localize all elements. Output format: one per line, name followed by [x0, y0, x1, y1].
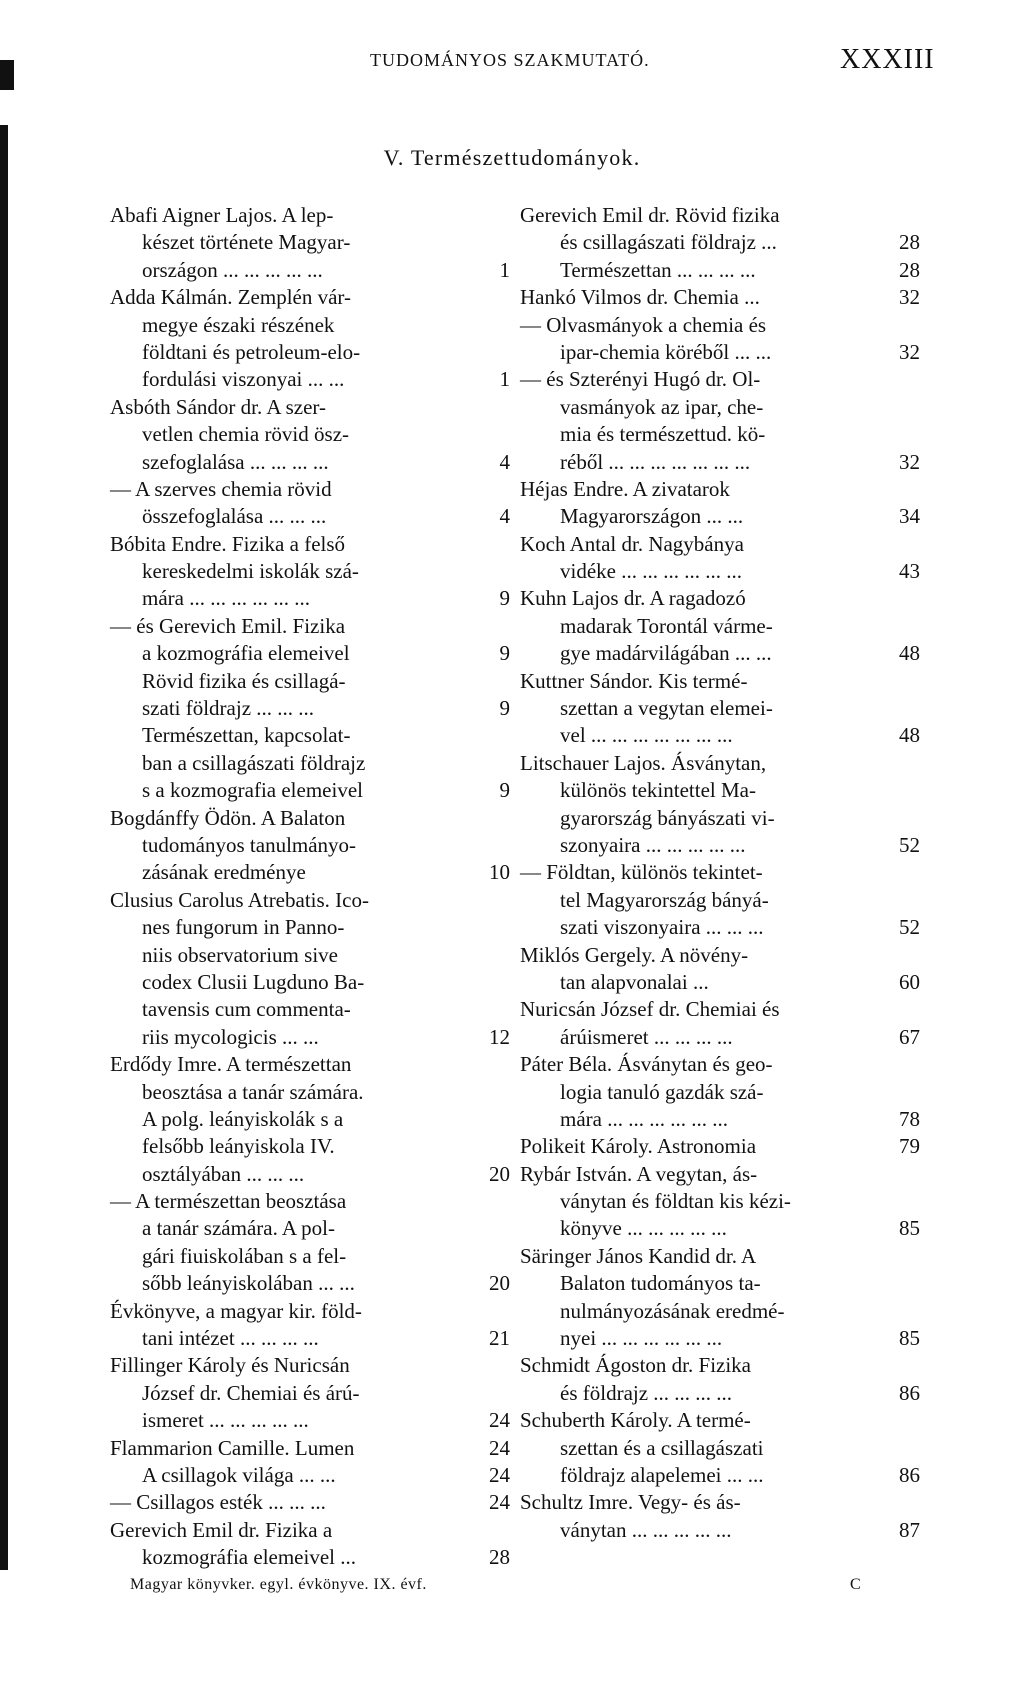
entry-text: könyve ... ... ... ... ...: [560, 1216, 727, 1241]
index-entry-line: [520, 1352, 920, 1379]
index-entry-line: [520, 750, 920, 777]
entry-text: Gerevich Emil dr. Rövid fizika: [520, 203, 780, 227]
index-entry-line: [110, 229, 510, 256]
index-entry-line: [520, 1243, 920, 1270]
entry-text: logia tanuló gazdák szá-: [560, 1079, 764, 1104]
entry-page-ref: 4: [499, 449, 510, 474]
entry-text: sőbb leányiskolában ... ...: [142, 1271, 355, 1296]
running-header-title: TUDOMÁNYOS SZAKMUTATÓ.: [370, 50, 650, 70]
entry-page-ref: 1: [499, 367, 510, 392]
entry-text: — A szerves chemia rövid: [110, 476, 332, 501]
index-entry-line: [520, 942, 920, 969]
entry-text: a tanár számára. A pol-: [142, 1216, 335, 1241]
page-footer: [130, 1576, 890, 1594]
entry-text: szettan és a csillagászati: [560, 1435, 764, 1460]
entry-page-ref: 4: [499, 504, 510, 529]
index-entry-line: [110, 996, 510, 1023]
entry-text: Évkönyve, a magyar kir. föld-: [110, 1298, 362, 1323]
entry-page-ref: 52: [899, 915, 920, 940]
entry-page-ref: 32: [899, 285, 920, 310]
index-entry-line: [520, 1133, 920, 1160]
entry-text: kereskedelmi iskolák szá-: [142, 559, 359, 584]
entry-page-ref: 9: [499, 778, 510, 803]
entry-text: ványtan és földtan kis kézi-: [560, 1189, 791, 1214]
entry-text: beosztása a tanár számára.: [142, 1079, 364, 1104]
index-entry-line: [520, 695, 920, 722]
index-entry-line: [110, 777, 510, 804]
index-entry-line: [110, 394, 510, 421]
entry-text: Asbóth Sándor dr. A szer-: [110, 394, 326, 419]
index-entry-line: [110, 1407, 510, 1434]
entry-text: szati viszonyaira ... ... ...: [560, 915, 764, 940]
entry-page-ref: 52: [899, 832, 920, 857]
index-entry-line: [110, 1079, 510, 1106]
index-entry-line: [520, 366, 920, 393]
entry-text: codex Clusii Lugduno Ba-: [142, 969, 365, 994]
index-entry-line: [110, 585, 510, 612]
index-entry-line: [520, 1051, 920, 1078]
index-entry-line: [110, 1161, 510, 1188]
entry-text: gyarország bányászati vi-: [560, 805, 775, 830]
entry-page-ref: 67: [899, 1024, 920, 1049]
index-entry-line: [110, 1270, 510, 1297]
entry-text: ban a csillagászati földrajz: [142, 750, 366, 775]
entry-page-ref: 24: [489, 1408, 510, 1433]
entry-page-ref: 12: [489, 1024, 510, 1049]
index-entry-line: [520, 312, 920, 339]
entry-page-ref: 9: [499, 586, 510, 611]
entry-text: riis mycologicis ... ...: [142, 1024, 319, 1049]
index-entry-line: [520, 777, 920, 804]
entry-page-ref: 32: [899, 339, 920, 364]
index-entry-line: [520, 339, 920, 366]
index-entry-line: [110, 1024, 510, 1051]
entry-text: — A természettan beosztása: [110, 1189, 347, 1214]
index-entry-line: [110, 284, 510, 311]
entry-text: Säringer János Kandid dr. A: [520, 1243, 757, 1268]
index-entry-line: [110, 366, 510, 393]
entry-text: Rövid fizika és csillagá-: [142, 668, 346, 693]
entry-text: tel Magyarország bányá-: [560, 887, 769, 912]
index-entry-line: [110, 832, 510, 859]
index-entry-line: [520, 668, 920, 695]
entry-page-ref: 21: [489, 1326, 510, 1351]
index-entry-line: [520, 859, 920, 886]
entry-text: szettan a vegytan elemei-: [560, 696, 773, 721]
entry-text: gári fiuiskolában s a fel-: [142, 1243, 347, 1268]
index-entry-line: [520, 1298, 920, 1325]
index-entry-line: [520, 1380, 920, 1407]
index-entry-line: [520, 1188, 920, 1215]
entry-text: niis observatorium sive: [142, 942, 338, 967]
entry-text: Gerevich Emil dr. Fizika a: [110, 1517, 333, 1542]
index-entry-line: [520, 914, 920, 941]
index-entry-line: [110, 202, 510, 229]
entry-text: mára ... ... ... ... ... ...: [560, 1106, 728, 1131]
entry-text: Rybár István. A vegytan, ás-: [520, 1161, 758, 1186]
entry-text: ipar-chemia köréből ... ...: [560, 339, 772, 364]
entry-page-ref: 28: [899, 257, 920, 282]
index-entry-line: [110, 449, 510, 476]
entry-text: Erdődy Imre. A természettan: [110, 1052, 352, 1077]
footer-imprint: Magyar könyvker. egyl. évkönyve. IX. évf.: [130, 1576, 427, 1593]
index-entry-line: [520, 969, 920, 996]
index-entry-line: [520, 613, 920, 640]
entry-text: tavensis cum commenta-: [142, 997, 351, 1022]
index-entry-line: [110, 1215, 510, 1242]
index-entry-line: [520, 531, 920, 558]
entry-page-ref: 85: [899, 1216, 920, 1241]
section-title: V. Természettudományok.: [383, 145, 641, 170]
entry-page-ref: 24: [489, 1462, 510, 1487]
index-entry-line: [110, 750, 510, 777]
entry-text: gye madárvilágában ... ...: [560, 641, 772, 666]
entry-text: szonyaira ... ... ... ... ...: [560, 832, 746, 857]
index-entry-line: [110, 1106, 510, 1133]
entry-text: Miklós Gergely. A növény-: [520, 942, 749, 967]
index-entry-line: [110, 1352, 510, 1379]
index-entry-line: [110, 1243, 510, 1270]
entry-page-ref: 60: [899, 969, 920, 994]
index-entry-line: [520, 805, 920, 832]
index-entry-line: [520, 558, 920, 585]
entry-page-ref: 48: [899, 723, 920, 748]
entry-text: József dr. Chemiai és árú-: [142, 1380, 360, 1405]
index-entry-line: [110, 1133, 510, 1160]
index-entry-line: [520, 585, 920, 612]
entry-text: — és Gerevich Emil. Fizika: [110, 613, 346, 638]
index-entry-line: [110, 558, 510, 585]
index-entry-line: [110, 805, 510, 832]
entry-text: — Olvasmányok a chemia és: [520, 312, 767, 337]
index-entry-line: [520, 722, 920, 749]
entry-page-ref: 20: [489, 1161, 510, 1186]
entry-text: fordulási viszonyai ... ...: [142, 367, 345, 392]
entry-text: tudományos tanulmányo-: [142, 832, 357, 857]
entry-page-ref: 78: [899, 1106, 920, 1131]
entry-page-ref: 10: [489, 860, 510, 885]
index-entry-line: [110, 1380, 510, 1407]
index-entry-line: [520, 1462, 920, 1489]
entry-text: és földrajz ... ... ... ...: [560, 1380, 733, 1405]
entry-text: madarak Torontál várme-: [560, 613, 773, 638]
entry-text: Nuricsán József dr. Chemiai és: [520, 997, 780, 1022]
entry-text: nulmányozásának eredmé-: [560, 1298, 785, 1323]
entry-text: ványtan ... ... ... ... ...: [560, 1517, 732, 1542]
entry-text: — Földtan, különös tekintet-: [520, 860, 763, 885]
index-entry-line: [520, 996, 920, 1023]
entry-text: összefoglalása ... ... ...: [142, 504, 327, 529]
entry-page-ref: 86: [899, 1380, 920, 1405]
entry-page-ref: 34: [899, 504, 920, 529]
entry-page-ref: 9: [499, 696, 510, 721]
entry-text: Fillinger Károly és Nuricsán: [110, 1353, 350, 1378]
index-entry-line: [110, 1517, 510, 1544]
left-column: [110, 202, 510, 1572]
index-entry-line: [520, 257, 920, 284]
index-entry-line: [110, 503, 510, 530]
entry-text: szati földrajz ... ... ...: [142, 696, 315, 721]
entry-text: és csillagászati földrajz ...: [560, 230, 777, 255]
index-entry-line: [110, 257, 510, 284]
index-entry-line: [110, 859, 510, 886]
entry-text: Litschauer Lajos. Ásványtan,: [520, 750, 767, 775]
entry-text: Bogdánffy Ödön. A Balaton: [110, 805, 346, 830]
entry-text: Flammarion Camille. Lumen: [110, 1435, 355, 1460]
entry-text: Természettan ... ... ... ...: [560, 257, 756, 282]
entry-page-ref: 24: [489, 1435, 510, 1460]
index-entry-line: [110, 668, 510, 695]
index-entry-line: [110, 640, 510, 667]
index-entry-line: [520, 1489, 920, 1516]
index-entry-line: [520, 394, 920, 421]
index-entry-line: [520, 832, 920, 859]
entry-text: Balaton tudományos ta-: [560, 1271, 761, 1296]
entry-text: árúismeret ... ... ... ...: [560, 1024, 733, 1049]
entry-text: Clusius Carolus Atrebatis. Ico-: [110, 887, 369, 912]
index-entry-line: [520, 229, 920, 256]
entry-text: osztályában ... ... ...: [142, 1161, 305, 1186]
entry-text: Páter Béla. Ásványtan és geo-: [520, 1052, 773, 1077]
entry-text: A csillagok világa ... ...: [142, 1462, 336, 1487]
index-entry-line: [110, 531, 510, 558]
index-entry-line: [110, 722, 510, 749]
entry-text: Abafi Aigner Lajos. A lep-: [110, 203, 334, 227]
index-entry-line: [520, 421, 920, 448]
entry-text: réből ... ... ... ... ... ... ...: [560, 449, 751, 474]
entry-text: vetlen chemia rövid ösz-: [142, 422, 350, 447]
index-entry-line: [110, 1298, 510, 1325]
entry-text: vel ... ... ... ... ... ... ...: [560, 723, 733, 748]
index-entry-line: [520, 1024, 920, 1051]
index-entry-line: [110, 887, 510, 914]
index-entry-line: [520, 202, 920, 229]
index-entry-line: [110, 1051, 510, 1078]
index-entry-line: [520, 1517, 920, 1544]
entry-text: Schultz Imre. Vegy- és ás-: [520, 1490, 741, 1515]
index-entry-line: [520, 1325, 920, 1352]
index-entry-line: [520, 1215, 920, 1242]
signature-mark: C: [850, 1576, 862, 1593]
entry-text: különös tekintettel Ma-: [560, 778, 756, 803]
index-entry-line: [110, 969, 510, 996]
index-entry-line: [520, 1161, 920, 1188]
entry-page-ref: 79: [899, 1134, 920, 1159]
entry-text: a kozmográfia elemeivel: [142, 641, 350, 666]
entry-text: Kuhn Lajos dr. A ragadozó: [520, 586, 746, 611]
index-entry-line: [110, 1435, 510, 1462]
index-entry-line: [110, 421, 510, 448]
index-entry-line: [110, 1188, 510, 1215]
right-column: [520, 202, 920, 1544]
entry-text: Kuttner Sándor. Kis termé-: [520, 668, 748, 693]
index-entry-line: [110, 476, 510, 503]
index-entry-line: [110, 613, 510, 640]
entry-text: mára ... ... ... ... ... ...: [142, 586, 310, 611]
entry-page-ref: 28: [899, 230, 920, 255]
entry-text: — és Szterényi Hugó dr. Ol-: [520, 367, 761, 392]
entry-text: — Csillagos esték ... ... ...: [110, 1490, 326, 1515]
entry-page-ref: 43: [899, 559, 920, 584]
index-entry-line: [110, 942, 510, 969]
index-entry-line: [520, 476, 920, 503]
entry-page-ref: 24: [489, 1490, 510, 1515]
entry-page-ref: 85: [899, 1326, 920, 1351]
entry-page-ref: 87: [899, 1517, 920, 1542]
index-entry-line: [110, 339, 510, 366]
entry-text: zásának eredménye: [142, 860, 306, 885]
entry-text: Héjas Endre. A zivatarok: [520, 476, 730, 501]
index-entry-line: [110, 1462, 510, 1489]
index-entry-line: [520, 284, 920, 311]
entry-text: készet története Magyar-: [142, 230, 351, 255]
index-entry-line: [520, 640, 920, 667]
entry-text: Polikeit Károly. Astronomia: [520, 1134, 757, 1159]
running-header: [0, 44, 1024, 74]
index-entry-line: [520, 1435, 920, 1462]
entry-page-ref: 86: [899, 1462, 920, 1487]
entry-text: ismeret ... ... ... ... ...: [142, 1408, 309, 1433]
entry-text: tani intézet ... ... ... ...: [142, 1326, 319, 1351]
index-entry-line: [520, 449, 920, 476]
entry-text: szefoglalása ... ... ... ...: [142, 449, 329, 474]
scan-edge-line: [0, 125, 8, 1570]
entry-text: vasmányok az ipar, che-: [560, 394, 764, 419]
entry-text: Adda Kálmán. Zemplén vár-: [110, 285, 351, 310]
entry-text: tan alapvonalai ...: [560, 969, 709, 994]
entry-text: Schuberth Károly. A termé-: [520, 1408, 751, 1433]
index-entry-line: [110, 695, 510, 722]
entry-text: mia és természettud. kö-: [560, 422, 766, 447]
entry-text: földtani és petroleum-elo-: [142, 339, 361, 364]
index-entry-line: [520, 1079, 920, 1106]
index-entry-line: [520, 1106, 920, 1133]
index-entry-line: [110, 914, 510, 941]
entry-page-ref: 48: [899, 641, 920, 666]
entry-text: Schmidt Ágoston dr. Fizika: [520, 1353, 751, 1378]
entry-text: Hankó Vilmos dr. Chemia ...: [520, 285, 760, 310]
entry-text: s a kozmografia elemeivel: [142, 778, 363, 803]
index-entry-line: [110, 1489, 510, 1516]
entry-text: nyei ... ... ... ... ... ...: [560, 1326, 723, 1351]
index-entry-line: [110, 1325, 510, 1352]
entry-page-ref: 20: [489, 1271, 510, 1296]
index-entry-line: [520, 887, 920, 914]
entry-text: vidéke ... ... ... ... ... ...: [560, 559, 742, 584]
entry-text: Természettan, kapcsolat-: [142, 723, 351, 748]
page-number: XXXIII: [840, 44, 935, 75]
entry-text: megye északi részének: [142, 312, 335, 337]
index-entry-line: [520, 1407, 920, 1434]
index-entry-line: [110, 1544, 510, 1571]
entry-text: kozmográfia elemeivel ...: [142, 1545, 356, 1570]
entry-text: Koch Antal dr. Nagybánya: [520, 531, 744, 556]
entry-text: felsőbb leányiskola IV.: [142, 1134, 335, 1159]
index-entry-line: [520, 1270, 920, 1297]
entry-page-ref: 9: [499, 641, 510, 666]
entry-page-ref: 1: [499, 257, 510, 282]
index-entry-line: [520, 503, 920, 530]
entry-text: nes fungorum in Panno-: [142, 915, 345, 940]
entry-text: földrajz alapelemei ... ...: [560, 1462, 764, 1487]
entry-page-ref: 28: [489, 1545, 510, 1570]
entry-text: A polg. leányiskolák s a: [142, 1106, 344, 1131]
entry-text: országon ... ... ... ... ...: [142, 257, 323, 282]
entry-text: Magyarországon ... ...: [560, 504, 744, 529]
entry-text: Bóbita Endre. Fizika a felső: [110, 531, 346, 556]
entry-page-ref: 32: [899, 449, 920, 474]
index-entry-line: [110, 312, 510, 339]
